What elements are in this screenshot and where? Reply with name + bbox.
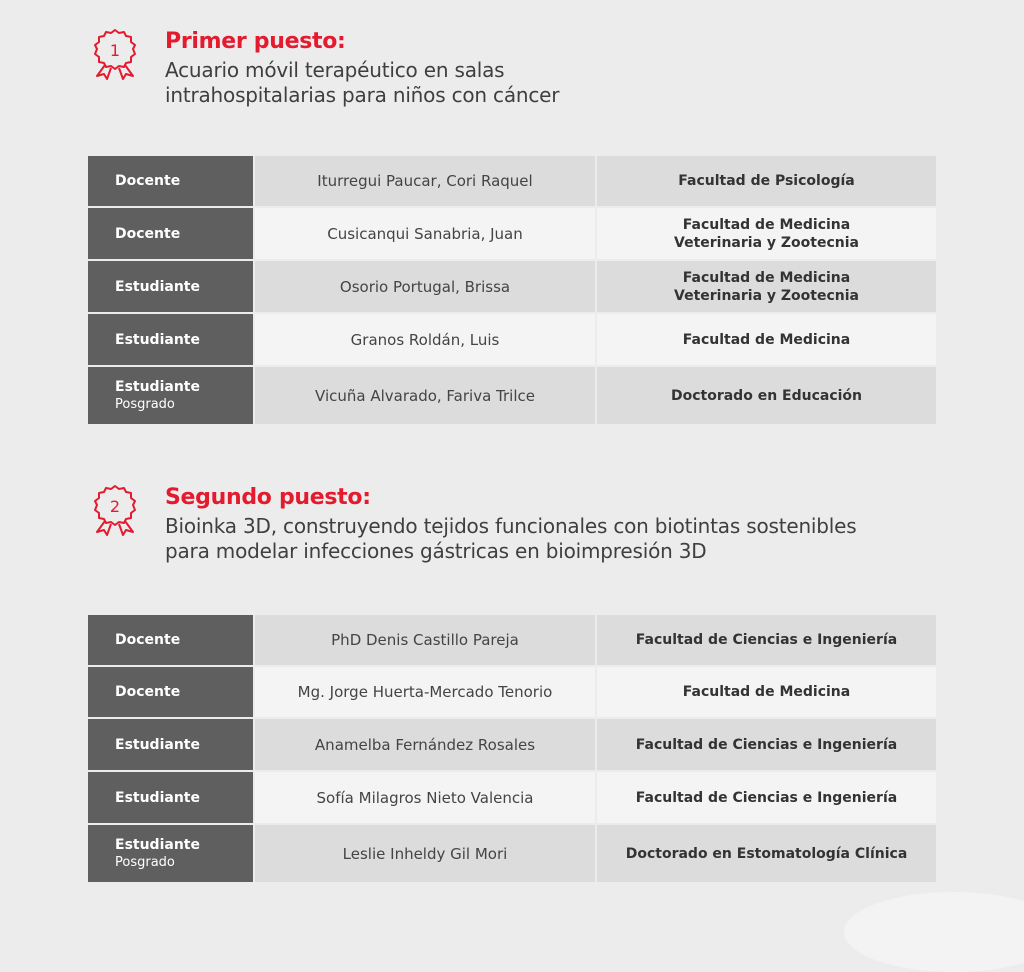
faculty-cell <box>597 719 936 770</box>
place-title: Segundo puesto: <box>165 485 371 510</box>
first-place-heading <box>88 26 936 126</box>
place-number: 2 <box>109 497 121 516</box>
faculty-cell <box>597 667 936 717</box>
project-title-line2: para modelar infecciones gástricas en bioimpresión 3D <box>165 539 707 563</box>
role-cell <box>88 208 253 259</box>
table-row <box>88 208 936 259</box>
name-cell: Leslie Inheldy Gil Mori <box>255 825 595 882</box>
faculty-line: Facultad de Ciencias e Ingeniería <box>635 736 898 753</box>
role-cell <box>88 667 253 717</box>
name-cell: Granos Roldán, Luis <box>255 314 595 365</box>
faculty-line: Facultad de Ciencias e Ingeniería <box>635 789 898 806</box>
faculty-line: Facultad de Medicina <box>682 331 851 348</box>
role-label: Estudiante <box>115 736 200 753</box>
table-row <box>88 615 936 665</box>
table-row <box>88 314 936 365</box>
background-decoration <box>844 892 1024 972</box>
award-ribbon-icon <box>88 482 142 536</box>
project-title-line1: Bioinka 3D, construyendo tejidos funcionales con biotintas sostenibles <box>165 514 857 538</box>
name-cell: Iturregui Paucar, Cori Raquel <box>255 156 595 206</box>
faculty-cell <box>597 314 936 365</box>
name-cell: Anamelba Fernández Rosales <box>255 719 595 770</box>
faculty-line: Veterinaria y Zootecnia <box>674 234 859 251</box>
name-cell: Osorio Portugal, Brissa <box>255 261 595 312</box>
table-row <box>88 719 936 770</box>
table-row <box>88 367 936 424</box>
faculty-line: Facultad de Medicina <box>682 216 851 233</box>
role-label: Docente <box>115 173 181 189</box>
role-label: Docente <box>115 225 181 242</box>
name-cell: Mg. Jorge Huerta-Mercado Tenorio <box>255 667 595 717</box>
faculty-line: Facultad de Medicina <box>682 269 851 286</box>
faculty-cell <box>597 825 936 882</box>
faculty-line: Doctorado en Educación <box>670 387 863 404</box>
second-place-heading <box>88 482 936 582</box>
role-sublabel: Posgrado <box>115 855 175 870</box>
first-place-section <box>88 26 936 412</box>
role-label: Estudiante <box>115 278 200 295</box>
role-cell <box>88 314 253 365</box>
role-label: Docente <box>115 632 181 648</box>
role-label: Estudiante <box>115 789 200 806</box>
role-cell <box>88 825 253 882</box>
role-label: Estudiante <box>115 331 200 348</box>
faculty-cell <box>597 367 936 424</box>
table-row <box>88 772 936 823</box>
role-label: Estudiante <box>115 837 200 853</box>
participants-table <box>88 156 936 426</box>
faculty-line: Doctorado en Estomatología Clínica <box>625 845 908 862</box>
participants-table <box>88 615 936 884</box>
role-label: Estudiante <box>115 379 200 395</box>
name-cell: Cusicanqui Sanabria, Juan <box>255 208 595 259</box>
faculty-line: Facultad de Medicina <box>682 684 851 700</box>
second-place-section <box>88 482 936 870</box>
faculty-cell <box>597 208 936 259</box>
role-cell <box>88 772 253 823</box>
faculty-cell <box>597 261 936 312</box>
role-cell <box>88 615 253 665</box>
faculty-line: Facultad de Psicología <box>678 173 855 189</box>
name-cell: PhD Denis Castillo Pareja <box>255 615 595 665</box>
table-row <box>88 825 936 882</box>
role-sublabel: Posgrado <box>115 397 175 412</box>
award-ribbon-icon <box>88 26 142 80</box>
project-title-line2: intrahospitalarias para niños con cáncer <box>165 83 560 107</box>
role-cell <box>88 156 253 206</box>
faculty-cell <box>597 615 936 665</box>
place-title: Primer puesto: <box>165 29 346 54</box>
faculty-line: Veterinaria y Zootecnia <box>674 287 859 304</box>
name-cell: Vicuña Alvarado, Fariva Trilce <box>255 367 595 424</box>
table-row <box>88 156 936 206</box>
table-row <box>88 261 936 312</box>
faculty-cell <box>597 156 936 206</box>
role-label: Docente <box>115 684 181 700</box>
project-title-line1: Acuario móvil terapéutico en salas <box>165 58 505 82</box>
place-number: 1 <box>109 41 121 60</box>
name-cell: Sofía Milagros Nieto Valencia <box>255 772 595 823</box>
table-row <box>88 667 936 717</box>
role-cell <box>88 261 253 312</box>
role-cell <box>88 719 253 770</box>
role-cell <box>88 367 253 424</box>
faculty-line: Facultad de Ciencias e Ingeniería <box>635 632 898 648</box>
faculty-cell <box>597 772 936 823</box>
